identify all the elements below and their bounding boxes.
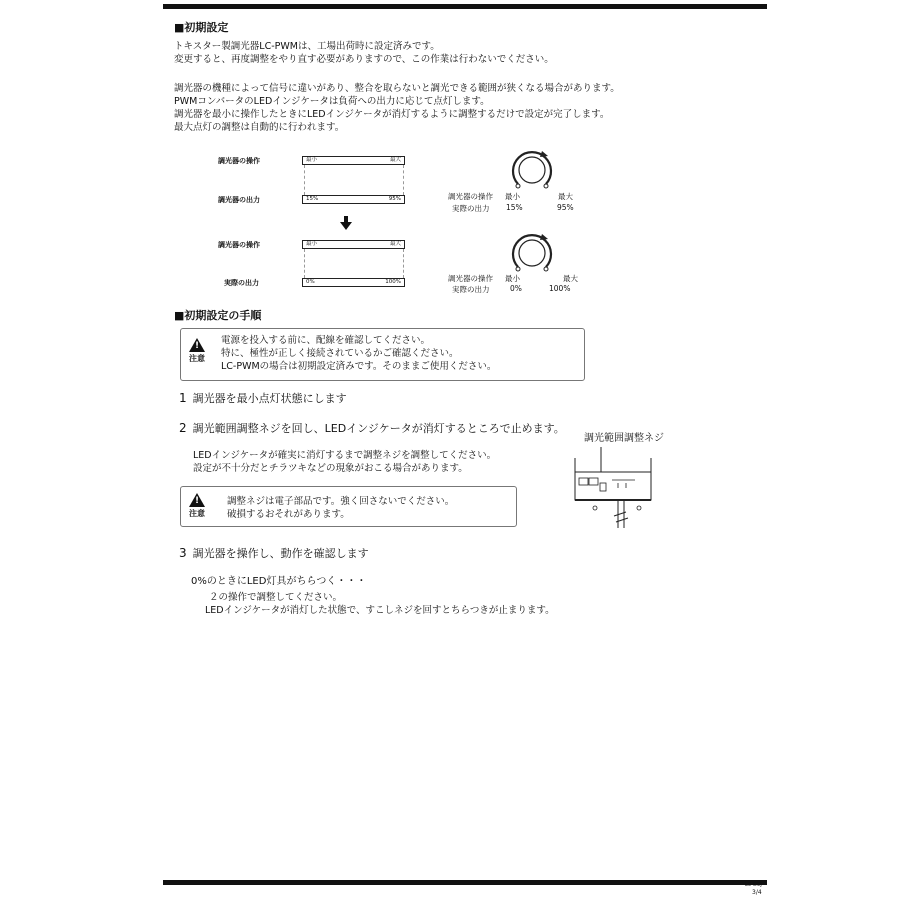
before-dash-left [304,165,305,195]
before-side-min-label: 最小 [505,192,520,201]
after-op-label: 調光器の操作 [218,241,260,249]
before-side-min-value: 15% [506,203,523,212]
body-line-1: 調光器の機種によって信号に違いがあり、整合を取らないと調光できる範囲が狭くなる場合があります。 [174,83,620,94]
after-out-scale [302,278,405,287]
body-line-2: PWMコンバータのLEDインジケータは負荷への出力に応じて点灯します。 [174,96,490,107]
after-op-min: 最小 [306,241,318,247]
step-3 [179,545,369,561]
dial-icon-before [508,148,556,192]
after-side-max-value: 100% [549,284,571,293]
after-dash-right [403,249,404,278]
caution-2-line-2: 破損するおそれがあります。 [227,509,350,520]
arrow-down-icon [340,216,352,230]
intro-line-1: トキスター製調光器LC-PWMは、工場出荷時に設定済みです。 [174,41,440,52]
after-op-scale [302,240,405,249]
step-1-text: 調光器を最小点灯状態にします [192,392,347,405]
caution-2-label: 注意 [189,509,205,518]
after-side-max-label: 最大 [563,274,578,283]
after-dash-left [304,249,305,278]
footer-page: 3/4 [752,889,762,896]
dial-icon-after [508,231,556,275]
before-op-label: 調光器の操作 [218,157,260,165]
after-side-min-label: 最小 [505,274,520,283]
before-out-scale [302,195,405,204]
bottom-rule [163,880,767,885]
step-3-sub: 0%のときにLED灯具がちらつく・・・ [191,576,367,587]
before-out-max: 95% [388,196,401,202]
body-line-3: 調光器を最小に操作したときにLEDインジケータが消灯するように調整するだけで設定が完了します。 [174,109,610,120]
before-op-scale [302,156,405,165]
after-out-label: 実際の出力 [224,279,259,287]
step-2 [179,420,565,436]
step-3-detail-2: LEDインジケータが消灯した状態で、すこしネジを回すとちらつきが止まります。 [205,605,555,616]
after-out-min: 0% [306,279,315,285]
body-line-4: 最大点灯の調整は自動的に行われます。 [174,122,345,133]
step-2-detail-1: LEDインジケータが確実に消灯するまで調整ネジを調整してください。 [193,450,497,461]
warning-icon: ! [189,338,205,352]
after-side-op: 調光器の操作 [448,274,493,283]
step-3-text: 調光器を操作し、動作を確認します [192,547,369,560]
caution-2-line-1: 調整ネジは電子部品です。強く回さないでください。 [227,496,455,507]
step-3-number: 3 [179,546,187,560]
before-op-min: 最小 [306,157,318,163]
section-heading-procedure: ■初期設定の手順 [174,309,262,322]
before-side-op: 調光器の操作 [448,192,493,201]
section-heading-initial-setting: ■初期設定 [174,21,229,34]
step-1 [179,390,347,406]
after-side-out: 実際の出力 [452,285,490,294]
after-out-max: 100% [385,279,401,285]
top-rule [163,4,767,9]
caution-1-line-2: 特に、極性が正しく接続されているかご確認ください。 [221,348,459,359]
before-dash-right [403,165,404,195]
before-out-label: 調光器の出力 [218,196,260,204]
caution-box-1 [180,328,585,381]
caution-1-line-3: LC-PWMの場合は初期設定済みです。そのままご使用ください。 [221,361,497,372]
step-3-detail-1: ２の操作で調整してください。 [209,592,343,603]
device-illustration [570,440,656,530]
warning-icon: ! [189,493,205,507]
before-op-max: 最大 [389,157,401,163]
step-2-text: 調光範囲調整ネジを回し、LEDインジケータが消灯するところで止めます。 [192,422,565,435]
before-side-max-label: 最大 [558,192,573,201]
step-1-number: 1 [179,391,187,405]
caution-1-line-1: 電源を投入する前に、配線を確認してください。 [221,335,431,346]
before-side-max-value: 95% [557,203,574,212]
before-out-min: 15% [306,196,319,202]
screw-label: 調光範囲調整ネジ [584,433,664,444]
after-op-max: 最大 [389,241,401,247]
caution-1-label: 注意 [189,354,205,363]
step-2-number: 2 [179,421,187,435]
caution-2 [189,493,205,519]
before-side-out: 実際の出力 [452,204,490,213]
intro-line-2: 変更すると、再度調整をやり直す必要がありますので、この作業は行わないでください。 [174,54,554,65]
after-side-min-value: 0% [510,284,522,293]
footer-code: LC-DCJ [745,882,762,888]
caution-box-2 [180,486,517,527]
step-2-detail-2: 設定が不十分だとチラツキなどの現象がおこる場合があります。 [193,463,468,474]
caution-1 [189,338,205,364]
